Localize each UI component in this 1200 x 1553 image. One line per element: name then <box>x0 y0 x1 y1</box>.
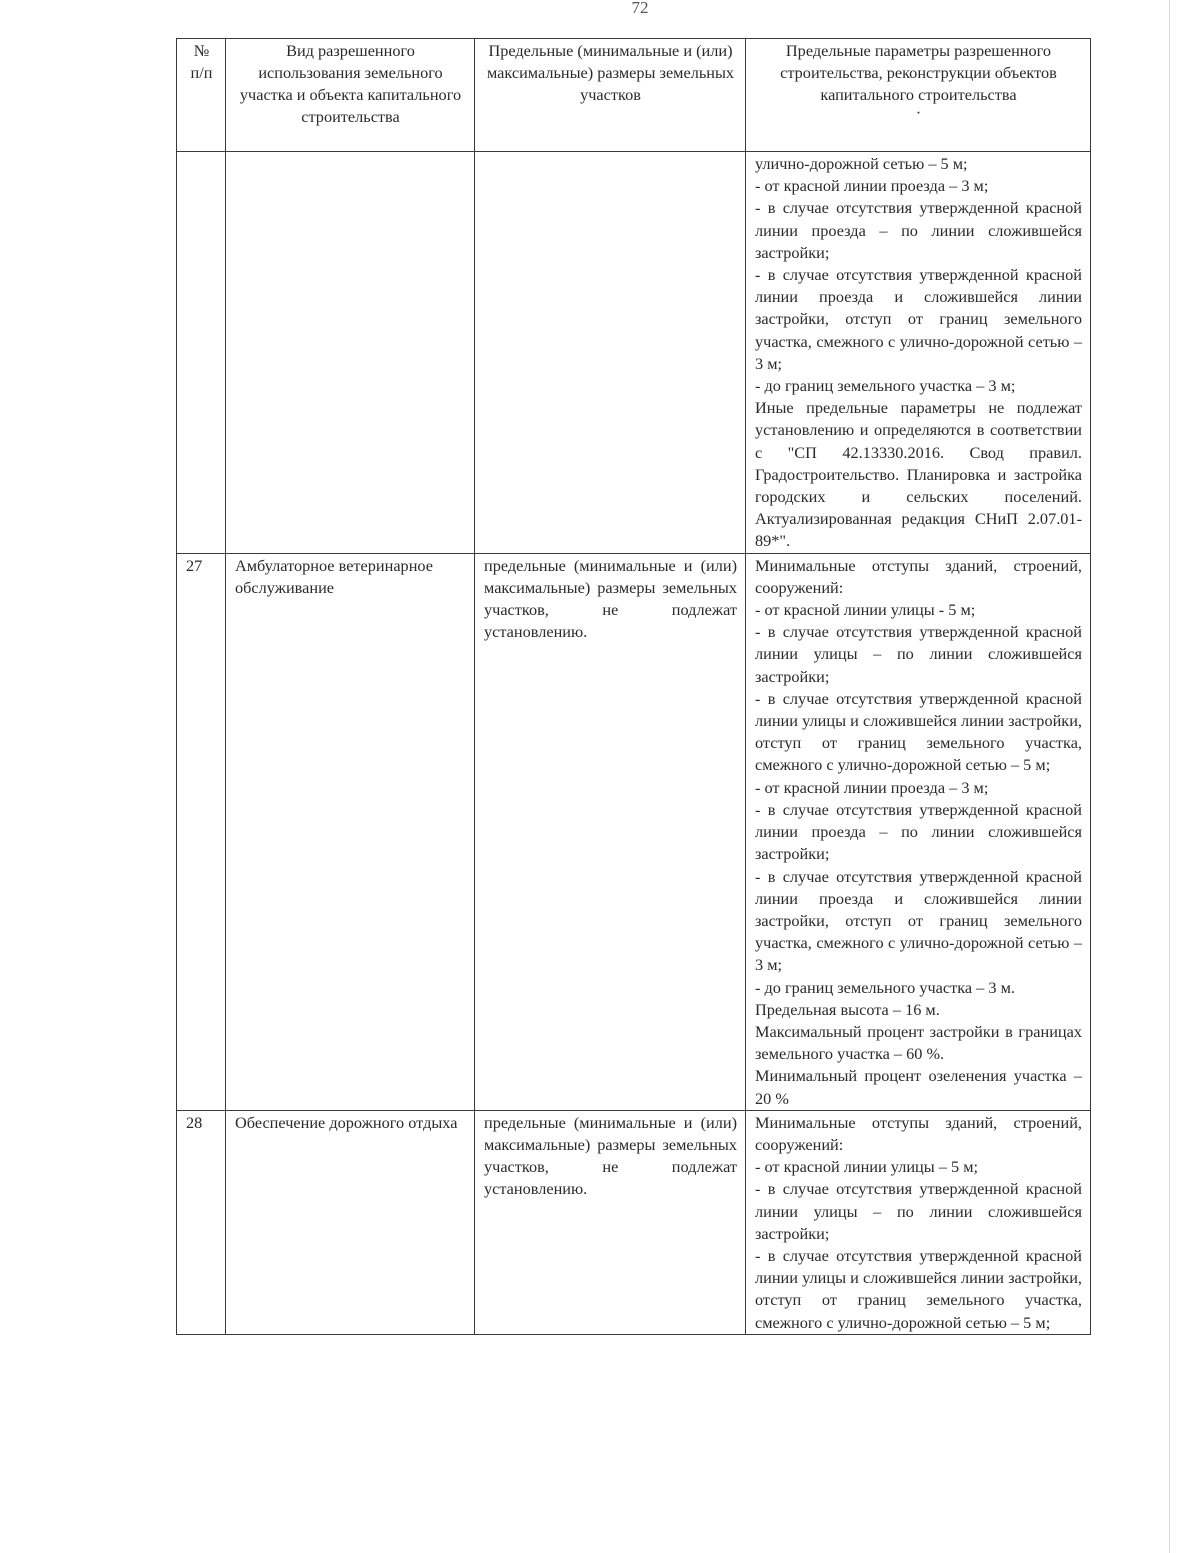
param-line: - от красной линии улицы - 5 м; <box>755 600 976 620</box>
row-size: предельные (минимальные и (или) максимальные) размеры земельных участков, не подлежат установлению. <box>475 553 746 1110</box>
param-line: - в случае отсутствия утвержденной красной линии проезда – по линии сложившейся застройки; <box>755 799 1082 864</box>
param-line: - в случае отсутствия утвержденной красной линии проезда – по линии сложившейся застройки; <box>755 198 1082 262</box>
param-line: Минимальный процент озеленения участка – 20 % <box>755 1066 1082 1108</box>
param-line: улично-дорожной сетью – 5 м; <box>755 154 968 173</box>
param-line: Минимальные отступы зданий, строений, сооружений: <box>755 1112 1082 1154</box>
row-size: предельные (минимальные и (или) максимальные) размеры земельных участков, не подлежат установлению. <box>475 1110 746 1334</box>
param-line: Минимальные отступы зданий, строений, сооружений: <box>755 555 1082 597</box>
header-params <box>746 39 1091 152</box>
param-line: - до границ земельного участка – 3 м; <box>755 376 1016 396</box>
row-params <box>746 152 1091 554</box>
table-row <box>177 553 1091 1110</box>
header-params-text: Предельные параметры разрешенного строительства, реконструкции объектов капитального строительства <box>780 41 1057 104</box>
row-num: 28 <box>177 1110 226 1334</box>
header-size: Предельные (минимальные и (или) максимальные) размеры земельных участков <box>475 39 746 152</box>
scan-dot: · <box>915 103 922 122</box>
row-num <box>177 152 226 554</box>
table-header-row <box>177 39 1091 152</box>
param-line: Предельная высота – 16 м. <box>755 999 940 1019</box>
param-line: - от красной линии проезда – 3 м; <box>755 176 989 196</box>
param-line: Максимальный процент застройки в границах земельного участка – 60 %. <box>755 1021 1082 1064</box>
param-line: Иные предельные параметры не подлежат установлению и определяются в соответствии с "СП 42.13330.2016. Свод правил. Градостроительство. Планировка и застройка городских и сельских поселений. Актуализированная редакция СНиП 2.07.01-89*". <box>755 398 1082 551</box>
param-line: - в случае отсутствия утвержденной красной линии улицы – по линии сложившейся застройки; <box>755 622 1082 686</box>
table-row <box>177 1110 1091 1334</box>
param-line: - в случае отсутствия утвержденной красной линии улицы и сложившейся линии застройки, отступ от границ земельного участка, смежного с улично-дорожной сетью – 5 м; <box>755 688 1082 775</box>
row-params <box>746 1110 1091 1334</box>
header-num: № п/п <box>177 39 226 152</box>
table-row <box>177 152 1091 554</box>
param-line: - в случае отсутствия утвержденной красной линии улицы и сложившейся линии застройки, отступ от границ земельного участка, смежного с улично-дорожной сетью – 5 м; <box>755 1245 1082 1332</box>
header-kind: Вид разрешенного использования земельного участка и объекта капитального строительства <box>226 39 475 152</box>
page-number: 72 <box>631 0 649 16</box>
param-line: - от красной линии улицы – 5 м; <box>755 1157 979 1177</box>
row-kind <box>226 152 475 554</box>
param-line: - в случае отсутствия утвержденной красной линии проезда и сложившейся линии застройки, отступ от границ земельного участка, смежного с улично-дорожной сетью – 3 м; <box>755 866 1082 975</box>
param-line: - до границ земельного участка – 3 м. <box>755 977 1015 997</box>
param-line: - в случае отсутствия утвержденной красной линии улицы – по линии сложившейся застройки; <box>755 1179 1082 1243</box>
land-use-table <box>176 38 1091 1335</box>
param-line: - от красной линии проезда – 3 м; <box>755 777 989 797</box>
param-line: - в случае отсутствия утвержденной красной линии проезда и сложившейся линии застройки, отступ от границ земельного участка, смежного с улично-дорожной сетью – 3 м; <box>755 265 1082 373</box>
row-kind: Амбулаторное ветеринарное обслуживание <box>226 553 475 1110</box>
scan-edge-line <box>1169 0 1170 1553</box>
row-num: 27 <box>177 553 226 1110</box>
row-kind: Обеспечение дорожного отдыха <box>226 1110 475 1334</box>
row-params <box>746 553 1091 1110</box>
row-size <box>475 152 746 554</box>
